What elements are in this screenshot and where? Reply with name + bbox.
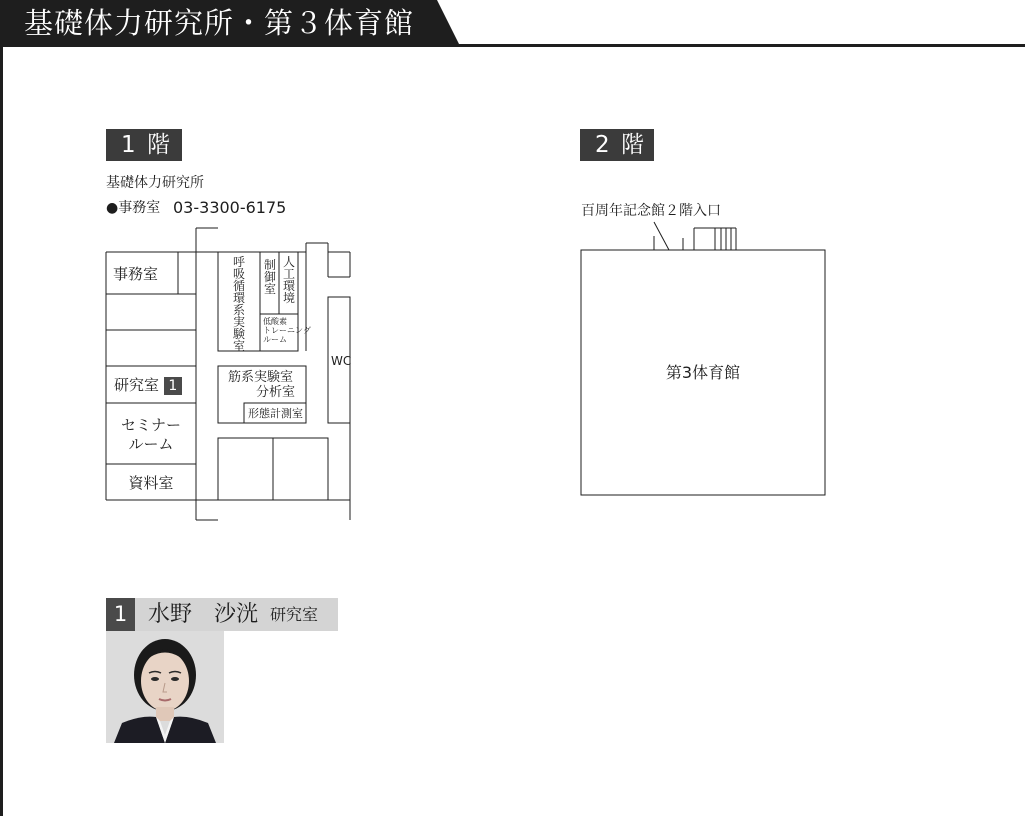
room-office: 事務室: [113, 265, 159, 283]
office-phone: 03-3300-6175: [173, 198, 287, 217]
institute-name: 基礎体力研究所: [106, 175, 204, 191]
room-artificial-env: 人工環境: [282, 255, 295, 305]
staff-card-header: [106, 598, 338, 631]
floor-2-label: 2 階: [580, 129, 654, 161]
floor-1-label: 1 階: [106, 129, 182, 161]
room-training-line3: ルーム: [263, 335, 287, 344]
portrait-image: [106, 631, 224, 743]
staff-number: 1: [106, 598, 135, 631]
staff-name: 水野 沙洸: [148, 602, 259, 627]
room-respiratory-lab: 呼吸循環系実験室: [232, 255, 245, 353]
office-line-label: ●事務室: [106, 200, 161, 216]
room-archive: 資料室: [128, 474, 174, 492]
room-muscle-lab: 筋系実験室: [228, 370, 294, 385]
room-research-label: 研究室: [114, 376, 160, 394]
room-training-line1: 低酸素: [263, 317, 287, 326]
entrance-label: 百周年記念館２階入口: [581, 203, 721, 219]
left-border: [0, 44, 3, 816]
room-analysis: 分析室: [256, 385, 296, 400]
staff-photo: [106, 631, 224, 743]
room-research-number: 1: [164, 377, 182, 395]
room-seminar-line1: セミナー: [120, 416, 181, 434]
header-rule: [0, 44, 1025, 47]
room-wc: WC: [331, 354, 352, 368]
room-morphology: 形態計測室: [248, 407, 303, 420]
room-research: [114, 376, 182, 395]
room-control: 制御室: [263, 258, 276, 296]
room-training-line2: トレーニング: [263, 326, 311, 335]
room-seminar-line2: ルーム: [128, 435, 174, 453]
page-header: [0, 0, 1025, 48]
page-title: 基礎体力研究所・第３体育館: [24, 6, 415, 40]
staff-room: 研究室: [270, 605, 319, 624]
gym-name: 第3体育館: [665, 363, 741, 382]
